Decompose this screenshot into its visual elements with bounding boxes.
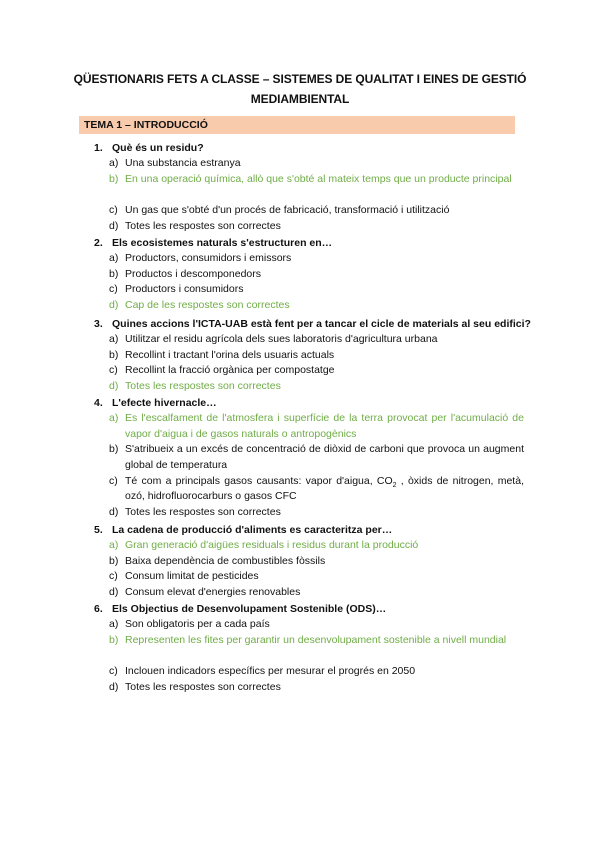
question-number: 4. — [94, 397, 103, 409]
option-b-correct: b) Representen les fites per garantir un desenvolupament sostenible a nivell mundial — [109, 633, 507, 646]
question-text: Quines accions l'ICTA-UAB està fent per a tancar el cicle de materials al seu edifici? — [112, 318, 531, 330]
question-5 — [94, 522, 524, 601]
question-text: L'efecte hivernacle… — [112, 397, 217, 409]
option-c: c) Inclouen indicadors específics per mesurar el progrés en 2050 — [109, 665, 416, 678]
question-heading — [94, 316, 531, 332]
question-4 — [94, 395, 524, 521]
question-3 — [94, 316, 531, 395]
option-d: d) Totes les respostes son correctes — [109, 506, 281, 519]
subscript-2: 2 — [392, 481, 397, 489]
question-heading — [94, 522, 524, 538]
option-a: a) Productors, consumidors i emissors — [109, 252, 292, 264]
option-d: d) Totes les respostes son correctes — [109, 680, 281, 693]
question-heading — [94, 395, 524, 411]
question-text: La cadena de producció d'aliments es caracteritza per… — [112, 524, 393, 536]
question-text: Els Objectius de Desenvolupament Sostenible (ODS)… — [112, 603, 387, 615]
question-number: 2. — [94, 237, 103, 249]
option-a: a) Son obligatoris per a cada país — [109, 618, 270, 630]
question-heading — [94, 235, 524, 251]
option-b: b) Recollint i tractant l'orina dels usuaris actuals — [109, 348, 335, 361]
document-title: QÜESTIONARIS FETS A CLASSE – SISTEMES DE QUALITAT I EINES DE GESTIÓ MEDIAMBIENTAL — [73, 72, 527, 106]
option-c: c) Un gas que s'obté d'un procés de fabricació, transformació i utilització — [109, 204, 450, 217]
question-6 — [94, 601, 524, 695]
option-d-correct: d) Totes les respostes son correctes — [109, 380, 281, 393]
question-number: 3. — [94, 318, 103, 330]
option-a-correct: a) Es l'escalfament de l'atmosfera i superfície de la terra provocat per l'acumulació de vapor d'aigua i de gasos naturals o antropogènics — [109, 412, 524, 440]
option-c: c) Té com a principals gasos causants: vapor d'aigua, $CO_2$ , òxids de nitrogen, metà, ozó, hidrofluorocarburs o gasos CFC — [109, 474, 524, 503]
option-a: a) Utilitzar el residu agrícola dels sues laboratoris d'agricultura urbana — [109, 333, 438, 345]
option-c: c) Recollint la fracció orgànica per compostatge — [109, 364, 335, 377]
option-b: b) Productos i descomponedors — [109, 267, 261, 280]
question-text: Què és un residu? — [112, 142, 204, 154]
question-text: Els ecosistemes naturals s'estructuren en… — [112, 237, 333, 249]
question-number: 1. — [94, 142, 103, 154]
option-d: d) Consum elevat d'energies renovables — [109, 586, 301, 599]
question-heading — [94, 140, 524, 156]
option-d-correct: d) Cap de les respostes son correctes — [109, 299, 290, 312]
option-a-correct: a) Gran generació d'aigües residuals i residus durant la producció — [109, 539, 419, 551]
option-a: a) Una substancia estranya — [109, 157, 241, 169]
option-c: c) Productors i consumidors — [109, 283, 244, 296]
option-b: b) S'atribueix a un excés de concentració de diòxid de carboni que provoca un augment global de temperatura — [109, 443, 524, 472]
option-d: d) Totes les respostes son correctes — [109, 219, 281, 232]
question-number: 5. — [94, 524, 103, 536]
section-header: TEMA 1 – INTRODUCCIÓ — [79, 116, 515, 134]
option-c: c) Consum limitat de pesticides — [109, 570, 259, 583]
question-1 — [94, 140, 524, 234]
question-heading — [94, 601, 524, 617]
question-2 — [94, 235, 524, 314]
question-number: 6. — [94, 603, 103, 615]
option-b: b) Baixa dependència de combustibles fòssils — [109, 554, 326, 567]
option-b-correct: b) En una operació química, allò que s'obté al mateix temps que un producte principal — [109, 172, 512, 185]
